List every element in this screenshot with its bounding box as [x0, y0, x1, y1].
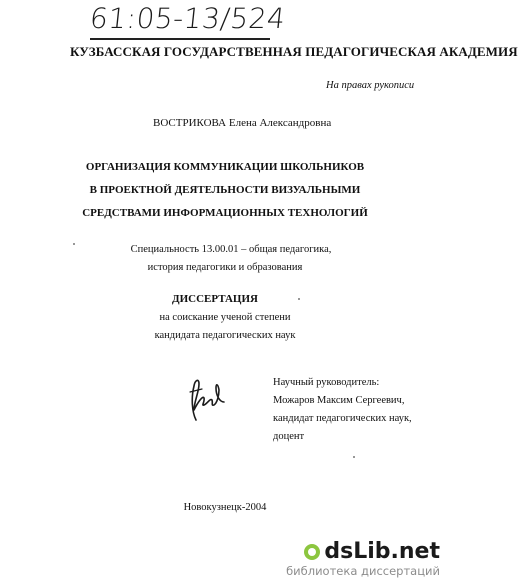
- watermark-brand-text: dsLib.net: [324, 539, 440, 564]
- scan-speck: [298, 298, 300, 300]
- archive-code-underline: [90, 38, 270, 40]
- dslib-watermark: [286, 541, 440, 578]
- title-line-2: В ПРОЕКТНОЙ ДЕЯТЕЛЬНОСТИ ВИЗУАЛЬНЫМИ: [89, 184, 361, 196]
- advisor-degree: кандидат педагогических наук,: [273, 413, 412, 424]
- signature-handwritten: [182, 372, 232, 424]
- city-year: Новокузнецк-2004: [183, 502, 267, 513]
- dissertation-degree-line-2: кандидата педагогических наук: [154, 330, 296, 341]
- scan-speck: [353, 456, 355, 458]
- watermark-subtitle: библиотека диссертаций: [286, 564, 440, 578]
- author-name: ВОСТРИКОВА Елена Александровна: [153, 117, 332, 129]
- title-line-3: СРЕДСТВАМИ ИНФОРМАЦИОННЫХ ТЕХНОЛОГИЙ: [82, 207, 368, 219]
- advisor-name: Можаров Максим Сергеевич,: [273, 395, 405, 406]
- academy-name: КУЗБАССКАЯ ГОСУДАРСТВЕННАЯ ПЕДАГОГИЧЕСКАЯ АКАДЕМИЯ: [70, 44, 518, 59]
- dissertation-degree-line-1: на соискание ученой степени: [159, 312, 291, 323]
- manuscript-note: На правах рукописи: [326, 80, 415, 91]
- title-line-1: ОРГАНИЗАЦИЯ КОММУНИКАЦИИ ШКОЛЬНИКОВ: [85, 161, 365, 173]
- dslib-logo-icon: [304, 544, 320, 560]
- specialty-line-2: история педагогики и образования: [147, 262, 303, 273]
- advisor-label: Научный руководитель:: [273, 377, 380, 388]
- archive-code-handwritten: 61:05-13/524: [88, 2, 288, 35]
- dissertation-heading: ДИССЕРТАЦИЯ: [172, 293, 258, 305]
- advisor-title: доцент: [273, 431, 305, 442]
- watermark-brand: [286, 541, 440, 563]
- specialty-line-1: Специальность 13.00.01 – общая педагогика,: [130, 244, 332, 255]
